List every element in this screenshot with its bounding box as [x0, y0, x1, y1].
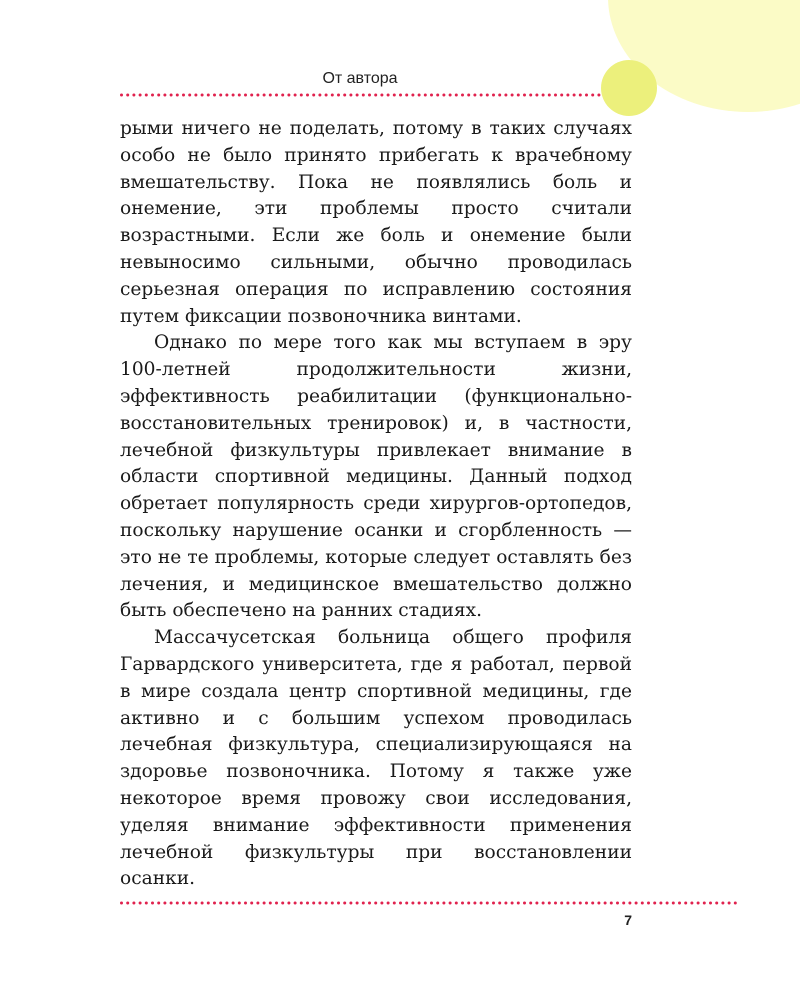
- header-dotted-divider: [120, 93, 603, 97]
- decorative-circle-small: [601, 60, 657, 116]
- page-number: 7: [624, 912, 632, 928]
- paragraph: Массачусетская больница общего профиля Гарвардского университета, где я работал, первой в мире создала центр спортивной медицины, где активно и с большим успехом проводилась лечебная физкультура, специализирующаяся на здоровье позвоночника. Потому я также уже некоторое время провожу свои исследования, уделяя внимание эффективности применения лечебной физкультуры при восстановлении осанки.: [120, 627, 632, 890]
- body-text: [120, 116, 632, 893]
- paragraph: Однако по мере того как мы вступаем в эру 100-летней продолжительности жизни, эффективность реабилитации (функционально-восстановительных тренировок) и, в частности, лечебной физкультуры привлекает внимание в области спортивной медицины. Данный подход обретает популярность среди хирургов-ортопедов, поскольку нарушение осанки и сгорбленность — это не те проблемы, которые следует оставлять без лечения, и медицинское вмешательство должно быть обеспечено на ранних стадиях.: [120, 332, 632, 622]
- running-title: От автора: [322, 70, 398, 87]
- paragraph: рыми ничего не поделать, потому в таких случаях особо не было принято прибегать к врачебному вмешательству. Пока не появлялись боль и онемение, эти проблемы просто считали возрастными. Если же боль и онемение были невыносимо сильными, обычно проводилась серьезная операция по исправлению состояния путем фиксации позвоночника винтами.: [120, 118, 632, 327]
- footer-dotted-divider: [120, 901, 740, 905]
